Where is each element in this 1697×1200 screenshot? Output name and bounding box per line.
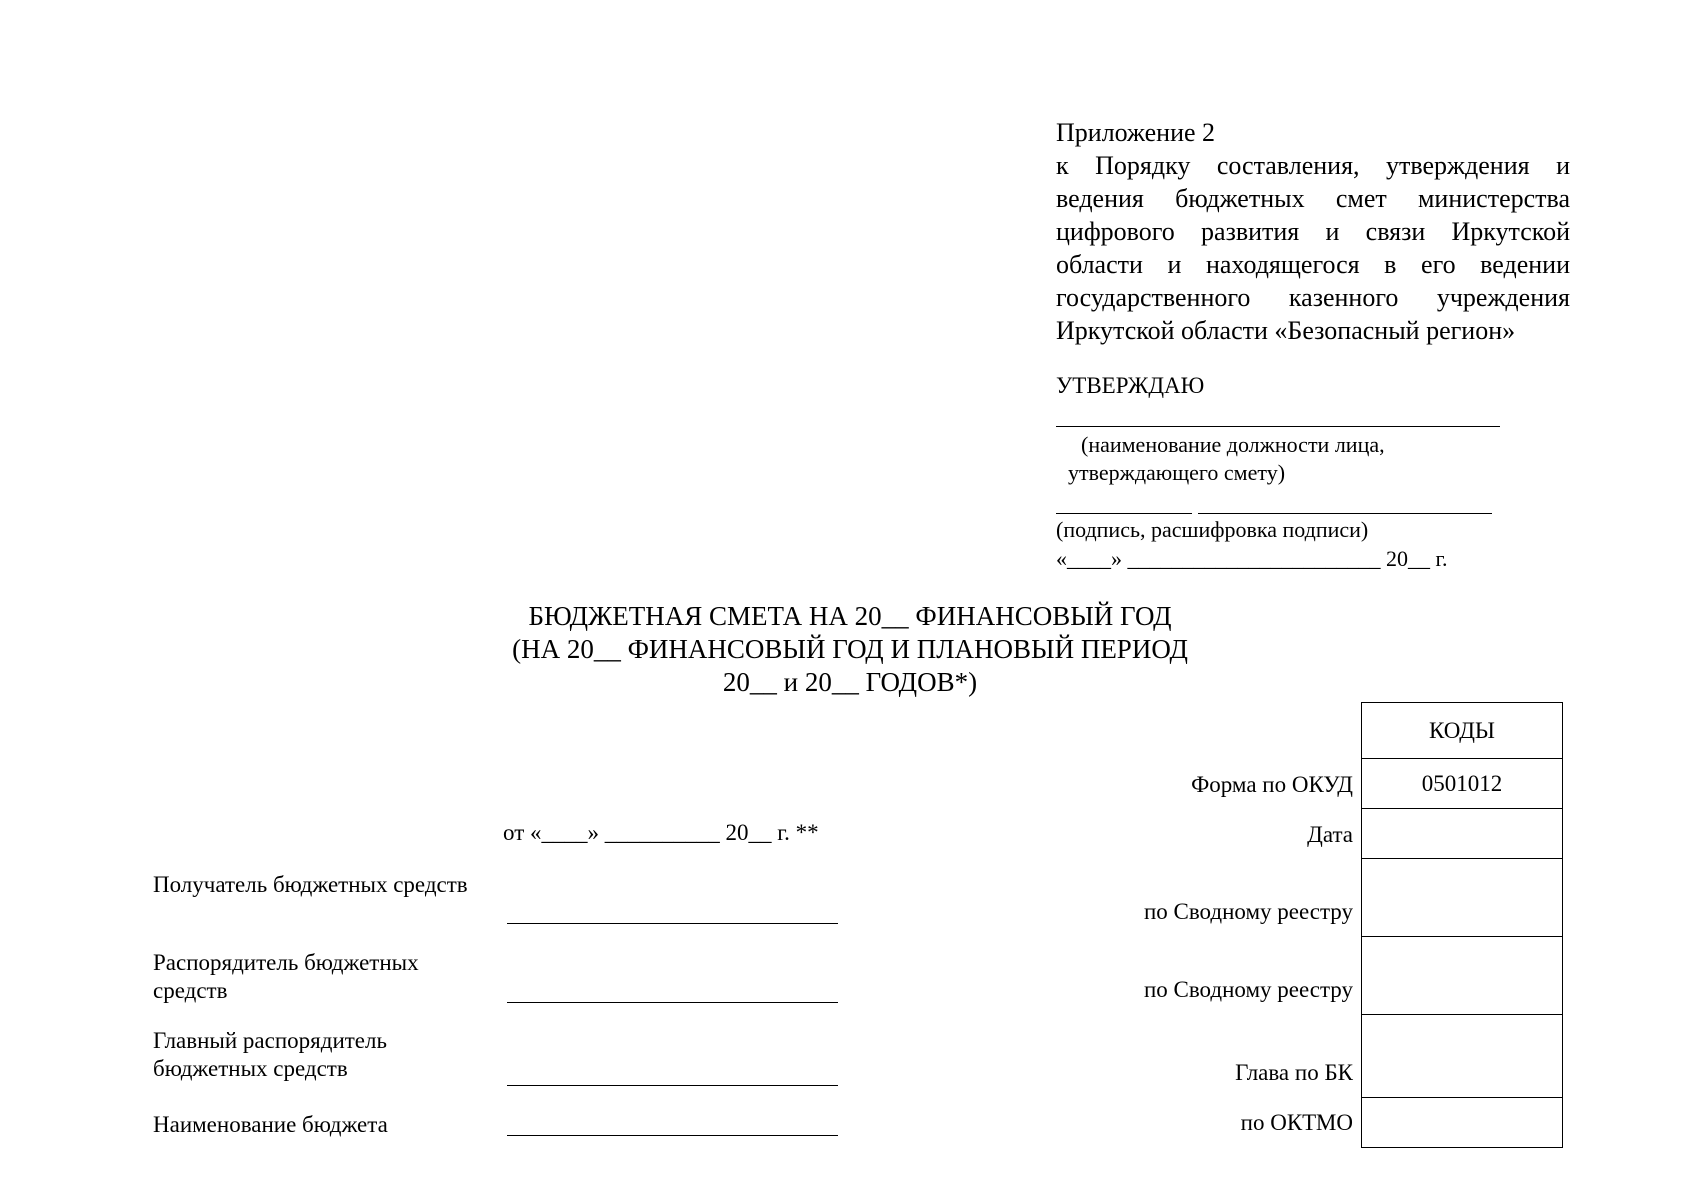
document-title [400, 600, 1300, 699]
date-from: от «____» __________ 20__ г. ** [503, 820, 819, 845]
approve-label: УТВЕРЖДАЮ [1056, 373, 1205, 398]
signature-line[interactable] [1056, 513, 1192, 514]
code-date[interactable] [1362, 809, 1563, 859]
code-chapter-bk[interactable] [1362, 1015, 1563, 1098]
appendix-title: Приложение 2 [1056, 118, 1216, 147]
signature-decode-line[interactable] [1198, 513, 1492, 514]
code-consolidated-registry-1[interactable] [1362, 859, 1563, 937]
field-label-budget-name: Наименование бюджета [153, 1112, 388, 1137]
approval-date: «____» _______________________ 20__ г. [1056, 546, 1448, 571]
position-caption-1: (наименование должности лица, [1081, 432, 1385, 457]
title-line-1: БЮДЖЕТНАЯ СМЕТА НА 20__ ФИНАНСОВЫЙ ГОД [528, 601, 1172, 631]
codes-header: КОДЫ [1362, 703, 1563, 759]
label-chapter-bk: Глава по БК [1235, 1060, 1353, 1085]
position-caption-2: утверждающего смету) [1068, 460, 1286, 485]
field-label-manager: Распорядитель бюджетных средств [153, 950, 419, 1003]
label-date: Дата [1307, 822, 1353, 847]
codes-table [1361, 702, 1563, 1148]
label-consolidated-registry-2: по Сводному реестру [1143, 977, 1353, 1002]
field-line-recipient[interactable] [507, 923, 838, 924]
appendix-block [1056, 116, 1570, 347]
label-consolidated-registry-1: по Сводному реестру [1143, 899, 1353, 924]
field-label-recipient: Получатель бюджетных средств [153, 872, 468, 897]
code-consolidated-registry-2[interactable] [1362, 937, 1563, 1015]
field-line-chief-manager[interactable] [507, 1085, 838, 1086]
code-oktmo[interactable] [1362, 1098, 1563, 1148]
appendix-text: к Порядку составления, утверждения и ведения бюджетных смет министерства цифрового развития и связи Иркутской области и находящегося в его ведении государственного казенного учреждения Иркутской области «Безопасный регион» [1056, 151, 1570, 345]
field-line-manager[interactable] [507, 1002, 838, 1003]
code-okud[interactable]: 0501012 [1362, 759, 1563, 809]
title-line-3: 20__ и 20__ ГОДОВ*) [722, 667, 978, 697]
position-line[interactable] [1056, 426, 1500, 427]
label-oktmo: по ОКТМО [1240, 1110, 1353, 1135]
field-label-chief-manager: Главный распорядитель бюджетных средств [153, 1028, 387, 1081]
title-line-2: (НА 20__ ФИНАНСОВЫЙ ГОД И ПЛАНОВЫЙ ПЕРИОД [512, 634, 1188, 664]
field-line-budget-name[interactable] [507, 1135, 838, 1136]
label-okud: Форма по ОКУД [1191, 772, 1353, 797]
signature-caption: (подпись, расшифровка подписи) [1056, 517, 1369, 542]
